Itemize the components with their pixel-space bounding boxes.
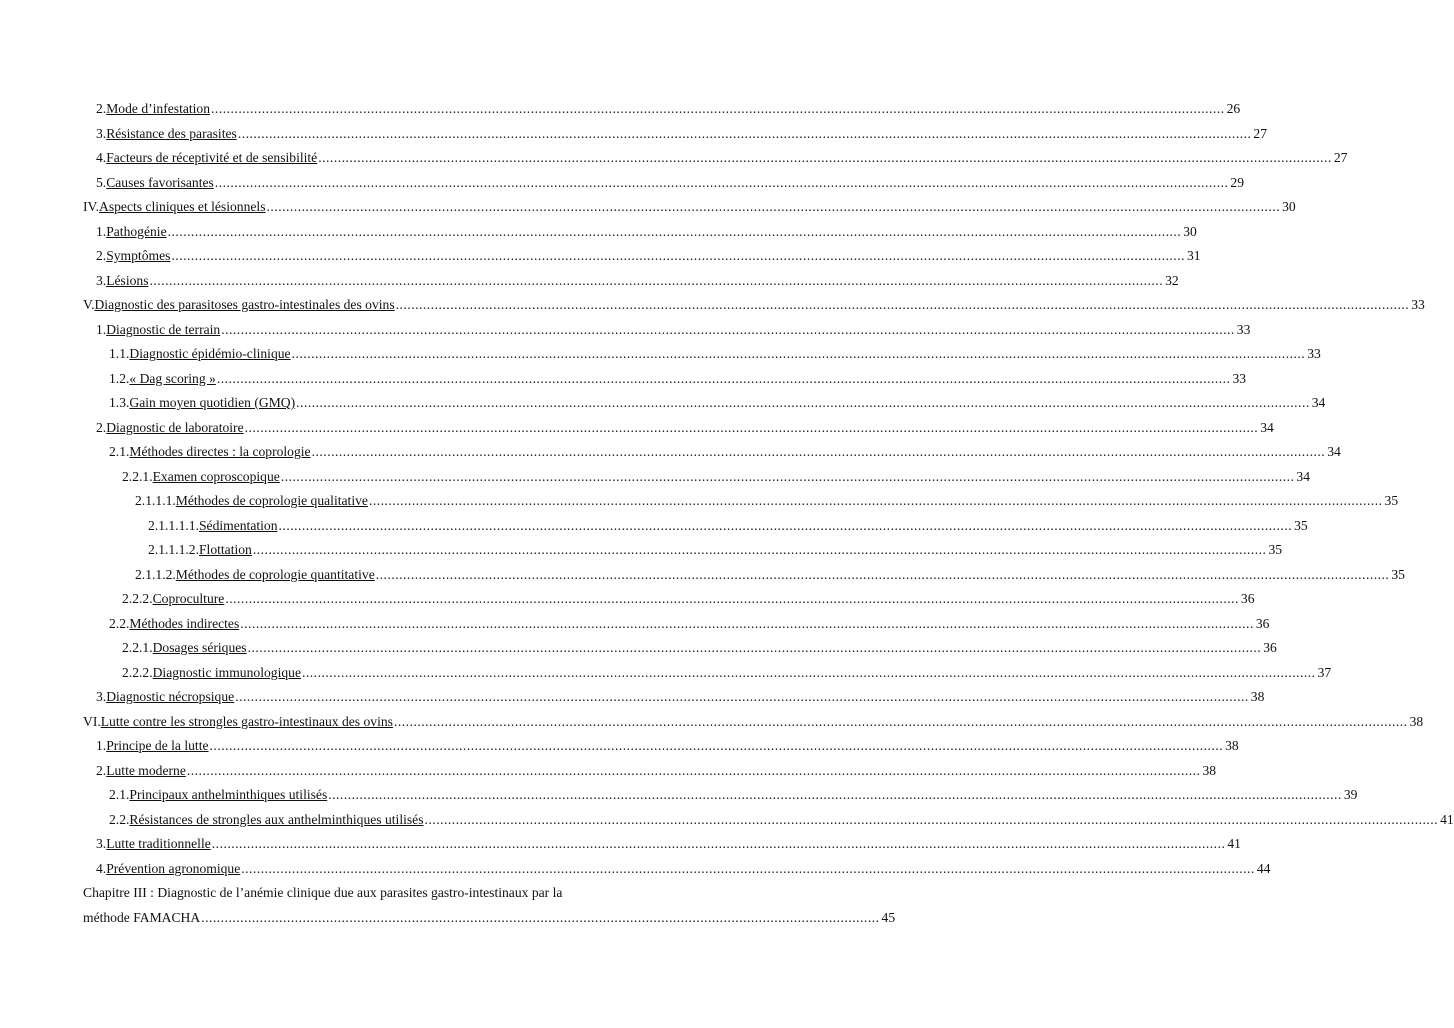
dot-leader: .................................................................................................................................................................................................................................................................... xyxy=(296,395,1310,410)
toc-entry[interactable] xyxy=(0,195,1296,219)
page-number: 45 xyxy=(881,909,896,925)
toc-entry-title[interactable]: Diagnostic nécropsique xyxy=(106,689,235,704)
page-number: 34 xyxy=(1260,419,1274,435)
toc-entry[interactable] xyxy=(0,489,1399,513)
dot-leader: .................................................................................................................................................................................................................................................................... xyxy=(368,493,1383,508)
toc-entry[interactable] xyxy=(0,832,1241,856)
page-number: 38 xyxy=(1225,738,1239,753)
toc-entry[interactable] xyxy=(0,587,1255,611)
toc-entry[interactable] xyxy=(0,367,1247,391)
dot-leader: .................................................................................................................................................................................................................................................................... xyxy=(318,150,1332,165)
dot-leader: .................................................................................................................................................................................................................................................................... xyxy=(424,811,1439,827)
toc-entry-title[interactable]: « Dag scoring » xyxy=(129,370,216,386)
toc-entry[interactable] xyxy=(0,636,1277,660)
page-number: 34 xyxy=(1327,444,1341,459)
page-number: 35 xyxy=(1268,542,1283,557)
toc-entry-number: 1. xyxy=(96,223,107,239)
toc-entry[interactable] xyxy=(0,612,1270,636)
toc-entry-number: 4. xyxy=(96,150,107,165)
toc-entry[interactable] xyxy=(0,244,1201,268)
toc-entry-title[interactable]: Sédimentation xyxy=(198,517,278,533)
toc-entry-number: 1. xyxy=(96,738,107,753)
toc-entry-title[interactable]: Dosages sériques xyxy=(152,640,247,655)
dot-leader: .................................................................................................................................................................................................................................................................... xyxy=(395,297,1410,312)
dot-leader: .................................................................................................................................................................................................................................................................... xyxy=(240,615,1254,631)
dot-leader: .................................................................................................................................................................................................................................................................... xyxy=(247,640,1262,655)
toc-entry[interactable] xyxy=(0,563,1405,587)
toc-entry[interactable] xyxy=(0,440,1341,464)
toc-entry-title[interactable]: Causes favorisantes xyxy=(106,174,214,190)
page-number: 30 xyxy=(1183,223,1197,239)
toc-entry-title[interactable]: Principe de la lutte xyxy=(106,738,209,753)
dot-leader: .................................................................................................................................................................................................................................................................... xyxy=(225,591,1239,606)
dot-leader: .................................................................................................................................................................................................................................................................... xyxy=(252,542,1267,557)
toc-entry-number: 2.2.1. xyxy=(122,640,153,655)
page-number: 37 xyxy=(1317,664,1332,680)
toc-entry-title[interactable]: Principaux anthelminthiques utilisés xyxy=(129,787,328,802)
chapter-title-line2: méthode FAMACHA xyxy=(83,909,201,925)
dot-leader: .................................................................................................................................................................................................................................................................... xyxy=(278,517,1293,533)
dot-leader: .................................................................................................................................................................................................................................................................... xyxy=(241,860,1255,876)
dot-leader: .................................................................................................................................................................................................................................................................... xyxy=(237,125,1252,141)
toc-entry[interactable] xyxy=(0,783,1358,807)
toc-entry[interactable] xyxy=(0,391,1326,415)
page-number: 33 xyxy=(1236,321,1251,337)
toc-entry-number: 2.1.1.1. xyxy=(135,493,176,508)
toc-entry-number: 2. xyxy=(96,762,107,778)
toc-entry-title[interactable]: Méthodes de coprologie qualitative xyxy=(175,493,368,508)
dot-leader: .................................................................................................................................................................................................................................................................... xyxy=(209,738,1224,753)
toc-entry-title[interactable]: Résistance des parasites xyxy=(106,125,237,141)
page-number: 35 xyxy=(1391,566,1405,582)
toc-entry-number: 1.3. xyxy=(109,395,130,410)
page-number: 36 xyxy=(1240,591,1255,606)
page-number: 38 xyxy=(1250,689,1265,704)
toc-entry-title[interactable]: Pathogénie xyxy=(106,223,167,239)
toc-entry-number: 3. xyxy=(96,836,107,851)
toc-entry-title[interactable]: Flottation xyxy=(198,542,252,557)
dot-leader: .................................................................................................................................................................................................................................................................... xyxy=(235,689,1249,704)
page-number: 33 xyxy=(1411,297,1425,312)
toc-entry-number: 4. xyxy=(96,860,107,876)
toc-entry[interactable] xyxy=(0,416,1274,440)
page-number: 27 xyxy=(1253,125,1267,141)
toc-entry-title[interactable]: Résistances de strongles aux anthelminthiques utilisés xyxy=(129,811,424,827)
toc-entry-number: 2.2. xyxy=(109,811,130,827)
page-number: 35 xyxy=(1294,517,1308,533)
toc-entry-title[interactable]: Diagnostic de terrain xyxy=(106,321,221,337)
page-number: 41 xyxy=(1440,811,1454,827)
toc-entry-number: 3. xyxy=(96,689,107,704)
page-number: 30 xyxy=(1282,199,1296,214)
toc-entry-title[interactable]: Lutte contre les strongles gastro-intestinaux des ovins xyxy=(100,713,393,729)
dot-leader: .................................................................................................................................................................................................................................................................... xyxy=(167,223,1182,239)
toc-entry-number: 1.1. xyxy=(109,346,130,361)
dot-leader: .................................................................................................................................................................................................................................................................... xyxy=(280,468,1295,484)
toc-entry-number: 2.2.2. xyxy=(122,664,153,680)
dot-leader: .................................................................................................................................................................................................................................................................... xyxy=(244,419,1259,435)
dot-leader: .................................................................................................................................................................................................................................................................... xyxy=(186,762,1201,778)
dot-leader: .............................................................................................................................................................................. xyxy=(201,909,880,925)
page-number: 33 xyxy=(1232,370,1247,386)
toc-entry-number: 2.1.1.1.1. xyxy=(148,517,199,533)
toc-entry[interactable] xyxy=(0,661,1332,685)
dot-leader: .................................................................................................................................................................................................................................................................... xyxy=(375,566,1390,582)
toc-entry-title[interactable]: Lésions xyxy=(106,272,149,288)
toc-entry-title[interactable]: Mode d’infestation xyxy=(106,101,211,116)
toc-entry-number: 2.1. xyxy=(109,444,130,459)
dot-leader: .................................................................................................................................................................................................................................................................... xyxy=(214,174,1229,190)
toc-entry[interactable] xyxy=(0,269,1179,293)
page-number: 44 xyxy=(1256,860,1271,876)
toc-entry-title[interactable]: Facteurs de réceptivité et de sensibilité xyxy=(106,150,318,165)
page-number: 39 xyxy=(1343,787,1358,802)
dot-leader: .................................................................................................................................................................................................................................................................... xyxy=(266,199,1281,214)
toc-entry-title[interactable]: Aspects cliniques et lésionnels xyxy=(99,199,266,214)
toc-entry-number: 2. xyxy=(96,101,107,116)
toc-entry-title[interactable]: Méthodes de coprologie quantitative xyxy=(175,566,375,582)
toc-entry-number: 2.2. xyxy=(109,615,130,631)
toc-entry[interactable] xyxy=(0,171,1244,195)
page-number: 31 xyxy=(1187,248,1201,263)
toc-entry-title[interactable]: Prévention agronomique xyxy=(106,860,241,876)
toc-entry[interactable] xyxy=(0,514,1308,538)
toc-entry-number: 1. xyxy=(96,321,107,337)
chapter-title-line1[interactable]: Chapitre III : Diagnostic de l’anémie clinique due aux parasites gastro-intestinaux par la xyxy=(83,885,563,900)
toc-entry-title[interactable]: Symptômes xyxy=(106,248,171,263)
toc-entry-title[interactable]: Coproculture xyxy=(152,591,225,606)
page-number: 41 xyxy=(1227,836,1241,851)
toc-entry[interactable] xyxy=(0,538,1283,562)
page-number: 38 xyxy=(1202,762,1217,778)
toc-entry-number: 2.1.1.1.2. xyxy=(148,542,199,557)
page-number: 34 xyxy=(1296,468,1310,484)
toc-entry-number: 2. xyxy=(96,248,107,263)
toc-entry-number: 3. xyxy=(96,272,107,288)
toc-entry[interactable] xyxy=(0,734,1239,758)
toc-entry[interactable] xyxy=(0,685,1265,709)
page-number: 27 xyxy=(1333,150,1348,165)
page-number: 32 xyxy=(1165,272,1179,288)
toc-entry-title[interactable]: Diagnostic des parasitoses gastro-intestinales des ovins xyxy=(94,297,395,312)
page-number: 38 xyxy=(1409,713,1424,729)
toc-entry-number: 2.2.1. xyxy=(122,468,153,484)
dot-leader: .................................................................................................................................................................................................................................................................... xyxy=(301,664,1316,680)
dot-leader: .................................................................................................................................................................................................................................................................... xyxy=(291,346,1306,361)
toc-entry-number: 2.2.2. xyxy=(122,591,153,606)
toc-entry[interactable] xyxy=(0,808,1454,832)
dot-leader: .................................................................................................................................................................................................................................................................... xyxy=(149,272,1164,288)
toc-entry-title[interactable]: Diagnostic de laboratoire xyxy=(106,419,244,435)
toc-entry-title[interactable]: Diagnostic épidémio-clinique xyxy=(129,346,291,361)
toc-entry-title[interactable]: Lutte traditionnelle xyxy=(106,836,211,851)
toc-entry-title[interactable]: Lutte moderne xyxy=(106,762,186,778)
page-number: 34 xyxy=(1311,395,1326,410)
page-number: 33 xyxy=(1307,346,1321,361)
toc-entry-number: 5. xyxy=(96,174,107,190)
page-number: 29 xyxy=(1230,174,1244,190)
toc-entry[interactable] xyxy=(0,342,1321,366)
toc-entry-number: 1.2. xyxy=(109,370,130,386)
toc-entry[interactable] xyxy=(0,122,1267,146)
page-number: 26 xyxy=(1226,101,1241,116)
dot-leader: .................................................................................................................................................................................................................................................................... xyxy=(393,713,1408,729)
toc-entry-title[interactable]: Diagnostic immunologique xyxy=(152,664,301,680)
toc-entry[interactable] xyxy=(0,710,1424,734)
toc-entry-number: 3. xyxy=(96,125,107,141)
dot-leader: .................................................................................................................................................................................................................................................................... xyxy=(328,787,1342,802)
toc-entry-title[interactable]: Méthodes directes : la coprologie xyxy=(129,444,311,459)
toc-entry[interactable] xyxy=(0,293,1425,317)
page-number: 36 xyxy=(1255,615,1270,631)
toc-entry-number: IV. xyxy=(83,199,99,214)
page-number: 35 xyxy=(1384,493,1399,508)
toc-entry-title[interactable]: Examen coproscopique xyxy=(152,468,280,484)
dot-leader: .................................................................................................................................................................................................................................................................... xyxy=(171,248,1185,263)
toc-entry[interactable] xyxy=(0,318,1251,342)
dot-leader: .................................................................................................................................................................................................................................................................... xyxy=(311,444,1326,459)
dot-leader: .................................................................................................................................................................................................................................................................... xyxy=(211,101,1225,116)
toc-entry-chapter[interactable] xyxy=(0,906,896,930)
toc-entry-number: V. xyxy=(83,297,95,312)
toc-entry[interactable] xyxy=(0,857,1271,881)
toc-entry[interactable] xyxy=(0,97,1241,121)
dot-leader: .................................................................................................................................................................................................................................................................... xyxy=(216,370,1231,386)
toc-entry-number: 2.1. xyxy=(109,787,130,802)
dot-leader: .................................................................................................................................................................................................................................................................... xyxy=(221,321,1235,337)
toc-entry-number: VI. xyxy=(83,713,101,729)
toc-entry-title[interactable]: Méthodes indirectes xyxy=(129,615,240,631)
toc-entry[interactable] xyxy=(0,759,1217,783)
dot-leader: .................................................................................................................................................................................................................................................................... xyxy=(211,836,1226,851)
toc-entry-number: 2. xyxy=(96,419,107,435)
toc-entry[interactable] xyxy=(0,220,1197,244)
page-number: 36 xyxy=(1263,640,1277,655)
toc-entry[interactable] xyxy=(0,465,1310,489)
toc-entry-title[interactable]: Gain moyen quotidien (GMQ) xyxy=(129,395,296,410)
toc-entry[interactable] xyxy=(0,146,1348,170)
toc-entry-number: 2.1.1.2. xyxy=(135,566,176,582)
